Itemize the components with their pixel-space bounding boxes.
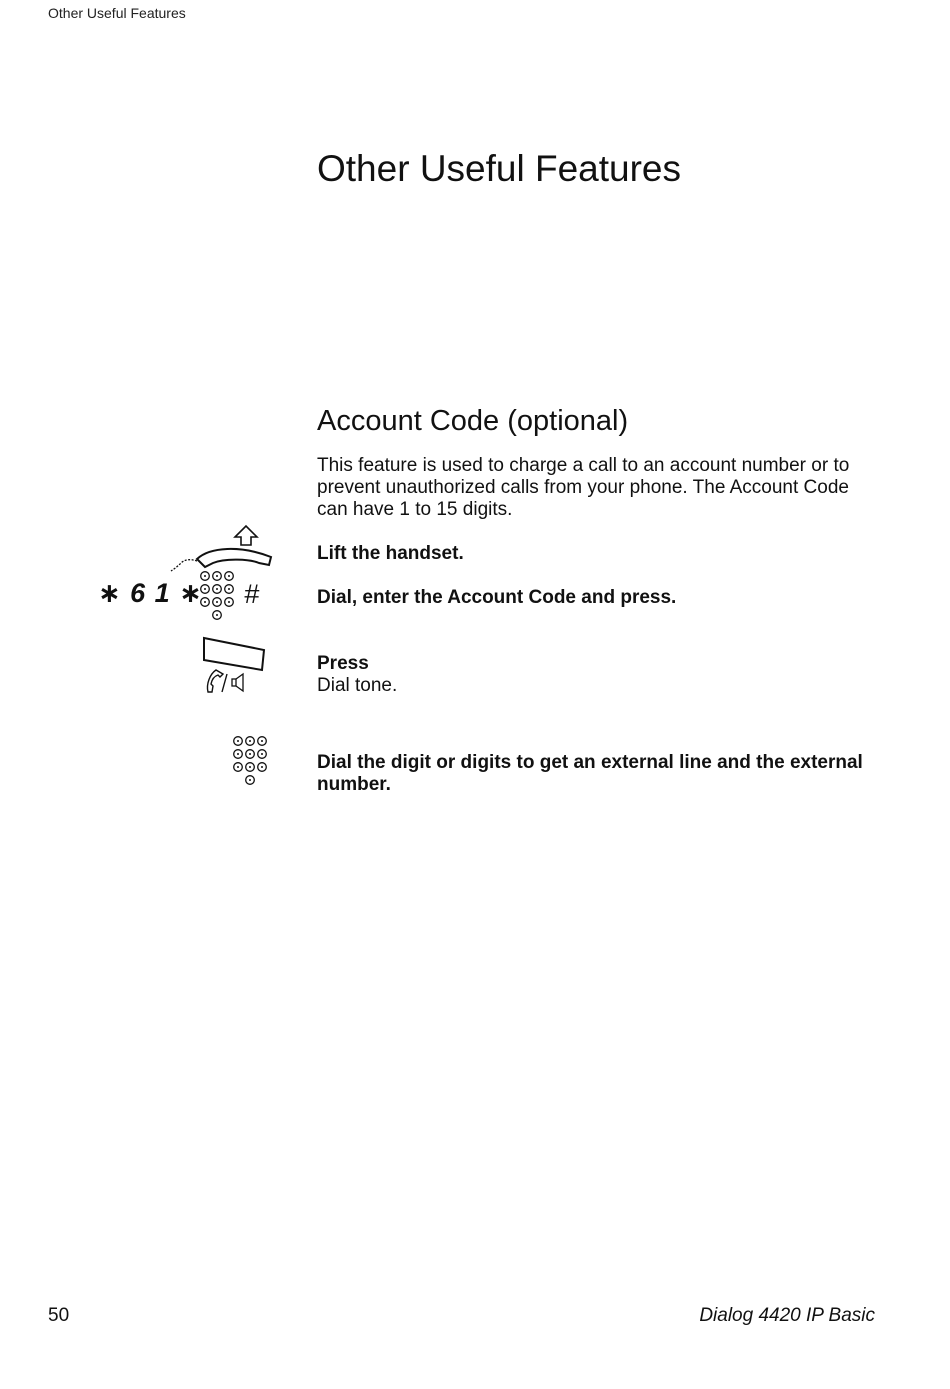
section-intro: This feature is used to charge a call to an account number or to prevent unauthorized calls from your phone. The Account Code can have 1 to 15 digits.	[317, 455, 850, 520]
page-number: 50	[48, 1305, 70, 1326]
step-lift-text: Lift the handset.	[317, 543, 464, 564]
step-press-text: Dial tone.	[317, 675, 398, 696]
hash-key: #	[244, 579, 260, 609]
step-dial-code-text: Dial, enter the Account Code and press.	[317, 587, 677, 608]
handset-lift-icon	[165, 523, 275, 573]
running-header: Other Useful Features	[48, 5, 186, 21]
keypad-icon	[198, 568, 238, 624]
section-title: Account Code (optional)	[317, 405, 629, 437]
line-key-icon	[200, 634, 268, 696]
chapter-title: Other Useful Features	[317, 148, 681, 189]
product-name: Dialog 4420 IP Basic	[699, 1305, 875, 1326]
step-press-title: Press	[317, 653, 369, 674]
keypad-icon	[231, 733, 271, 789]
step-press	[317, 653, 887, 697]
step-dial-external-text: Dial the digit or digits to get an external line and the external number.	[317, 752, 863, 795]
star-61-star-code: ∗ 6 1 ∗	[98, 578, 203, 608]
